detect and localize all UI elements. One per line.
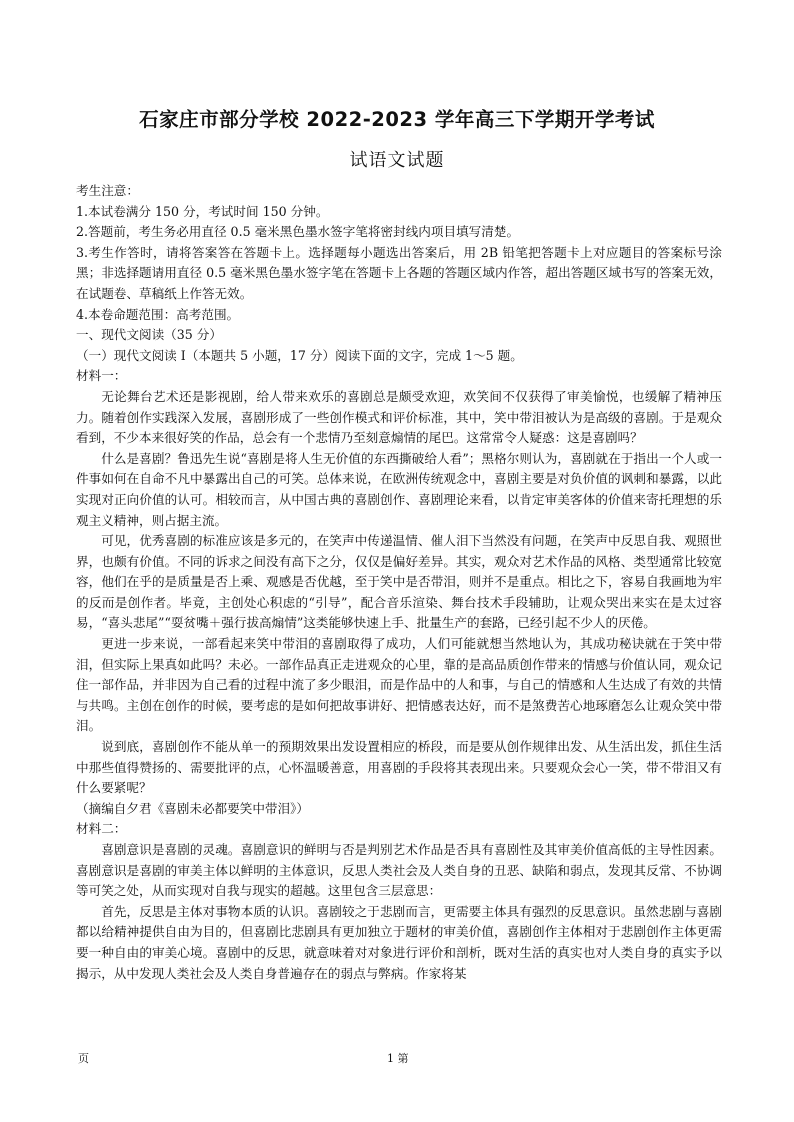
material-label: 材料一： (76, 368, 127, 384)
notice-item: 3.考生作答时，请将答案答在答题卡上。选择题每小题选出答案后，用 2B 铅笔把答题卡上对应题目的答案标号涂黑；非选择题请用直径 0.5 毫米黑色墨水签字笔在答题卡上各题的答题区域内作答，超出答题区域书写的答案无效，在试题卷、草稿纸上作答无效。 (76, 244, 722, 301)
material-paragraph: 可见，优秀喜剧的标准应该是多元的，在笑声中传递温情、催人泪下当然没有问题，在笑声中反思自我、观照世界，也颇有价值。不同的诉求之间没有高下之分，仅仅是偏好差异。其实，观众对艺术作品的风格、类型通常比较宽容，他们在乎的是质量是否上乘、观感是否优越，至于笑中是否带泪，则并不是重点。相比之下，容易自我画地为牢的反而是创作者。毕竟，主创处心积虑的“引导”，配合音乐渲染、舞台技术手段辅助，让观众哭出来实在是太过容易，“喜头悲尾”“耍贫嘴＋强行拔高煽情”这类能够快速上手、批量生产的套路，已经引起不少人的厌倦。 (76, 533, 722, 631)
footer-page-label: 页 (78, 1052, 89, 1065)
section-heading: 一、现代文阅读（35 分） (76, 327, 222, 343)
notice-item: 4.本卷命题范围：高考范围。 (76, 306, 240, 322)
section-subheading: （一）现代文阅读 I（本题共 5 小题，17 分）阅读下面的文字，完成 1～5 题。 (76, 347, 523, 363)
material-paragraph: 说到底，喜剧创作不能从单一的预期效果出发设置相应的桥段，而是要从创作规律出发、从生活出发，抓住生活中那些值得赞扬的、需要批评的点，心怀温暖善意，用喜剧的手段将其表现出来。只要观众会心一笑，带不带泪又有什么要紧呢？ (76, 739, 722, 796)
page-title: 石家庄市部分学校 2022-2023 学年高三下学期开学考试 (139, 108, 655, 131)
material-paragraph: 无论舞台艺术还是影视剧，给人带来欢乐的喜剧总是颇受欢迎，欢笑间不仅获得了审美愉悦，也缓解了精神压力。随着创作实践深入发展，喜剧形成了一些创作模式和评价标准，其中，笑中带泪被认为是高级的喜剧。于是观众看到，不少本来很好笑的作品，总会有一个悲情乃至刻意煽情的尾巴。这常常令人疑惑：这是喜剧吗？ (76, 388, 722, 446)
document-body (76, 181, 722, 984)
material-label: 材料二： (76, 821, 127, 837)
notice-item: 2.答题前，考生务必用直径 0.5 毫米黑色墨水签字笔将密封线内项目填写清楚。 (76, 224, 520, 240)
footer-page-number: 1 第 (387, 1052, 409, 1065)
material-paragraph: 首先，反思是主体对事物本质的认识。喜剧较之于悲剧而言，更需要主体具有强烈的反思意识。虽然悲剧与喜剧都以给精神提供自由为目的，但喜剧比悲剧具有更加独立于题材的审美价值，喜剧创作主体相对于悲剧创作主体更需要一种自由的审美心境。喜剧中的反思，就意味着对对象进行评价和剖析，既对生活的真实也对人类自身的真实予以揭示，从中发现人类社会及人类自身普遍存在的弱点与弊病。作家将某 (76, 903, 722, 981)
notice-heading: 考生注意： (76, 183, 139, 198)
material-paragraph: 什么是喜剧？鲁迅先生说“喜剧是将人生无价值的东西撕破给人看”；黑格尔则认为，喜剧就在于指出一个人或一件事如何在自命不凡中暴露出自己的可笑。总体来说，在欧洲传统观念中，喜剧主要是对负价值的讽刺和暴露，以此实现对正向价值的认可。相较而言，从中国古典的喜剧创作、喜剧理论来看，以肯定审美客体的价值来寄托理想的乐观主义精神，则占据主流。 (76, 450, 722, 528)
page-subtitle: 试语文试题 (349, 150, 445, 171)
material-paragraph: 喜剧意识是喜剧的灵魂。喜剧意识的鲜明与否是判别艺术作品是否具有喜剧性及其审美价值高低的主导性因素。喜剧意识是喜剧的审美主体以鲜明的主体意识，反思人类社会及人类自身的丑恶、缺陷和弱点，发现其反常、不协调等可笑之处，从而实现对自我与现实的超越。这里包含三层意思： (76, 842, 722, 899)
material-paragraph: 更进一步来说，一部看起来笑中带泪的喜剧取得了成功，人们可能就想当然地认为，其成功秘诀就在于笑中带泪，但实际上果真如此吗？未必。一部作品真正走进观众的心里，靠的是高品质创作带来的情感与价值认同，观众记住一部作品，并非因为自己看的过程中流了多少眼泪，而是作品中的人和事，与自己的情感和人生达成了有效的共情与共鸣。主创在创作的时候，要考虑的是如何把故事讲好、把情感表达好，而不是煞费苦心地琢磨怎么让观众笑中带泪。 (76, 636, 722, 734)
notice-item: 1.本试卷满分 150 分，考试时间 150 分钟。 (76, 203, 329, 219)
material-source: （摘编自夕君《喜剧未必都要笑中带泪》） (76, 800, 309, 816)
